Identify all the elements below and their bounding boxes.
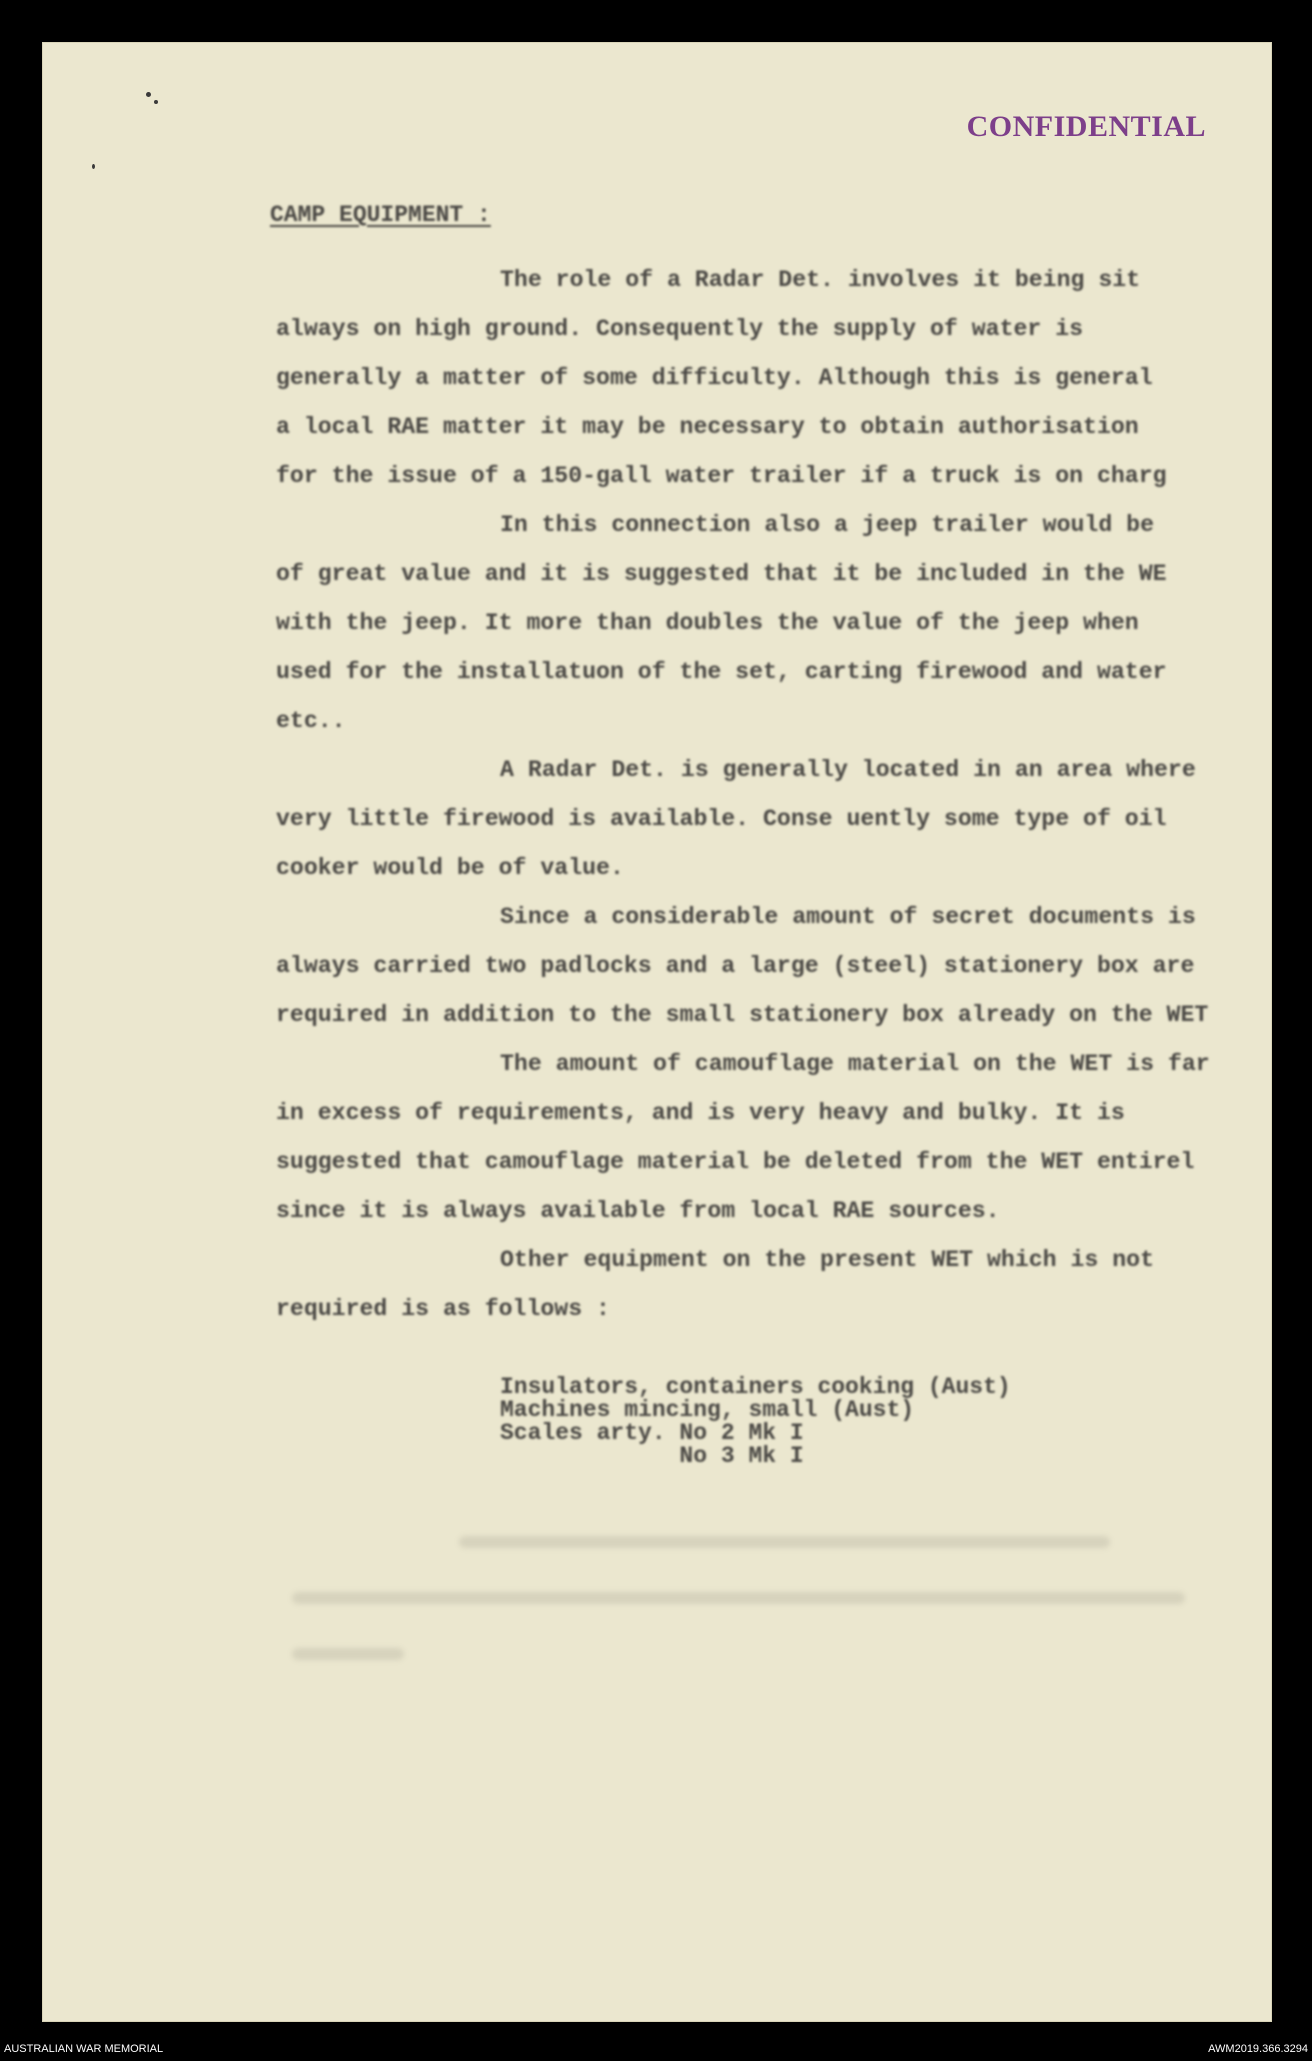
text-line: suggested that camouflage material be deleted from the WET entirel [276, 1149, 1195, 1175]
text-line: required is as follows : [276, 1296, 610, 1322]
text-line: in excess of requirements, and is very heavy and bulky. It is [276, 1100, 1125, 1126]
paper-speck [154, 100, 158, 104]
text-line: a local RAE matter it may be necessary to obtain authorisation [276, 414, 1139, 440]
text-line: required in addition to the small stationery box already on the WET [276, 1002, 1209, 1028]
show-through-text [292, 1492, 1222, 1704]
text-line: Since a considerable amount of secret documents is [500, 904, 1196, 930]
text-line: etc.. [276, 708, 346, 734]
text-line: Other equipment on the present WET which is not [500, 1247, 1154, 1273]
document-page [42, 42, 1272, 2022]
text-line: always on high ground. Consequently the supply of water is [276, 316, 1084, 342]
list-item: Machines mincing, small (Aust) [500, 1397, 915, 1423]
archive-reference: AWM2019.366.3294 [1208, 2043, 1308, 2055]
faint-line [292, 1592, 1185, 1604]
text-line: The amount of camouflage material on the WET is far [500, 1051, 1210, 1077]
text-line: generally a matter of some difficulty. Although this is general [276, 365, 1153, 391]
text-line: cooker would be of value. [276, 855, 624, 881]
text-line: with the jeep. It more than doubles the value of the jeep when [276, 610, 1139, 636]
faint-line [459, 1536, 1110, 1548]
text-line: In this connection also a jeep trailer would be [500, 512, 1154, 538]
confidential-stamp: CONFIDENTIAL [966, 110, 1206, 143]
text-line: A Radar Det. is generally located in an area where [500, 757, 1196, 783]
list-item: Insulators, containers cooking (Aust) [500, 1374, 1011, 1400]
text-line: since it is always available from local RAE sources. [276, 1198, 1000, 1224]
text-line: always carried two padlocks and a large (steel) stationery box are [276, 953, 1195, 979]
text-line: The role of a Radar Det. involves it being sit [500, 267, 1141, 293]
paper-speck [146, 92, 151, 97]
equipment-list [500, 1376, 1011, 1468]
paper-speck [92, 164, 95, 169]
body-text [276, 256, 1244, 1334]
archive-credit: AUSTRALIAN WAR MEMORIAL [4, 2043, 164, 2055]
text-line: of great value and it is suggested that it be included in the WE [276, 561, 1167, 587]
text-line: for the issue of a 150-gall water trailer if a truck is on charg [276, 463, 1167, 489]
faint-line [292, 1648, 404, 1660]
text-line: very little firewood is available. Conse uently some type of oil [276, 806, 1167, 832]
text-line: used for the installatuon of the set, carting firewood and water [276, 659, 1167, 685]
section-heading: CAMP EQUIPMENT : [270, 202, 491, 228]
list-item: No 3 Mk I [500, 1443, 804, 1469]
list-item: Scales arty. No 2 Mk I [500, 1420, 804, 1446]
